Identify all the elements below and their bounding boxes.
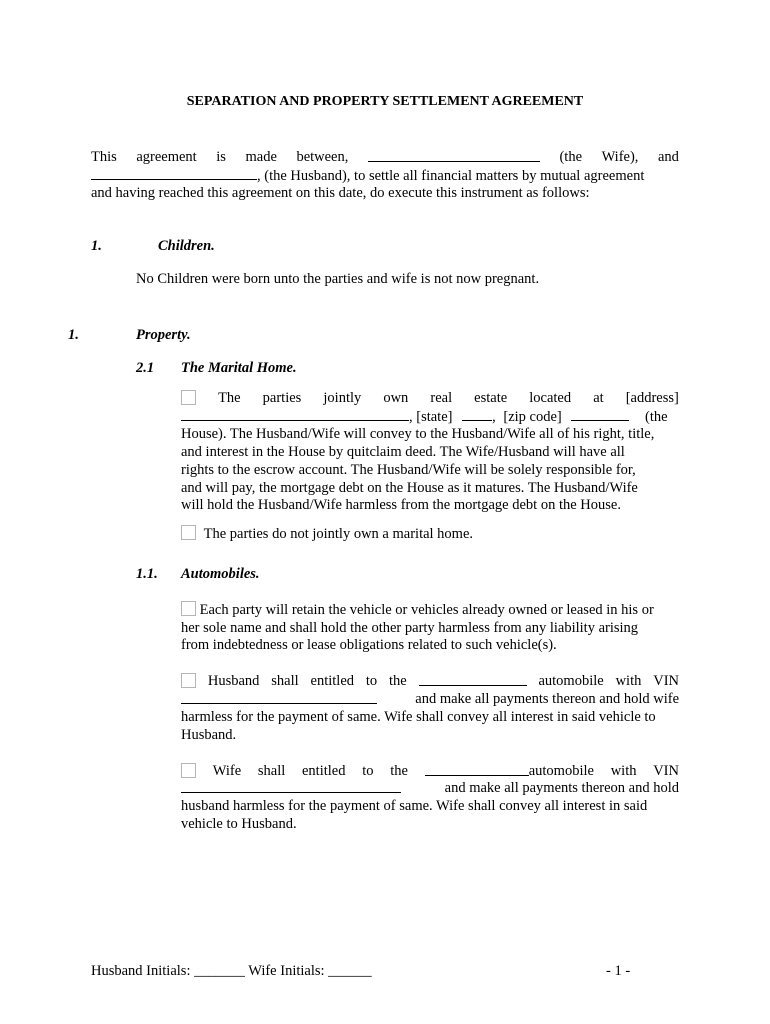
marital-home-opt1-line-6: and will pay, the mortgage debt on the House as it matures. The Husband/Wife	[181, 480, 638, 496]
auto-husband-checkbox[interactable]	[181, 673, 196, 688]
auto-opt2-line-2: and make all payments thereon and hold wife	[181, 690, 679, 708]
page-number: - 1 -	[606, 963, 631, 979]
auto-opt1-line-3: from indebtedness or lease obligations related to such vehicle(s).	[181, 637, 557, 653]
marital-home-opt2: The parties do not jointly own a marital home.	[181, 525, 473, 543]
marital-home-opt1-line-7: will hold the Husband/Wife harmless from the mortgage debt on the House.	[181, 497, 621, 513]
children-heading: Children.	[158, 238, 215, 254]
children-text: No Children were born unto the parties and wife is not now pregnant.	[136, 271, 540, 287]
auto-opt2-line-3: harmless for the payment of same. Wife shall convey all interest in said vehicle to	[181, 709, 656, 725]
marital-home-heading: The Marital Home.	[181, 360, 297, 376]
auto-opt3-line-1: Wife shall entitled to the automobile with VIN	[181, 762, 679, 780]
auto-opt1-line-1: Each party will retain the vehicle or vehicles already owned or leased in his or	[181, 601, 654, 619]
auto-opt2-line-4: Husband.	[181, 727, 237, 743]
zip-blank[interactable]	[571, 407, 629, 421]
marital-home-opt1-line-2: , [state] , [zip code] (the	[181, 407, 679, 426]
wife-name-blank[interactable]	[368, 148, 540, 162]
intro-line-1: This agreement is made between, (the Wife), and	[91, 149, 679, 165]
address-blank[interactable]	[181, 407, 409, 421]
footer-initials: Husband Initials: _______ Wife Initials: ______	[91, 963, 372, 979]
intro-line-2: , (the Husband), to settle all financial matters by mutual agreement	[91, 166, 679, 185]
marital-home-not-own-checkbox[interactable]	[181, 525, 196, 540]
auto-opt3-line-3: husband harmless for the payment of same. Wife shall convey all interest in said	[181, 798, 648, 814]
auto-opt2-line-1: Husband shall entitled to the automobile with VIN	[181, 672, 679, 690]
property-number: 1.	[68, 327, 79, 343]
husband-vin-blank[interactable]	[181, 690, 377, 704]
property-heading: Property.	[136, 327, 191, 343]
auto-opt3-line-4: vehicle to Husband.	[181, 816, 297, 832]
husband-auto-blank[interactable]	[419, 672, 527, 686]
automobiles-heading: Automobiles.	[181, 566, 260, 582]
wife-vin-blank[interactable]	[181, 779, 401, 793]
husband-name-blank[interactable]	[91, 166, 257, 180]
intro-line-3: and having reached this agreement on this date, do execute this instrument as follows:	[91, 185, 590, 201]
automobiles-number: 1.1.	[136, 566, 158, 582]
document-title: SEPARATION AND PROPERTY SETTLEMENT AGREEMENT	[186, 94, 584, 109]
children-number: 1.	[91, 238, 102, 254]
state-blank[interactable]	[462, 407, 492, 421]
wife-auto-blank[interactable]	[425, 762, 529, 776]
marital-home-opt1-line-1: The parties jointly own real estate located at [address]	[181, 389, 679, 407]
auto-wife-checkbox[interactable]	[181, 763, 196, 778]
marital-home-number: 2.1	[136, 360, 155, 376]
auto-retain-checkbox[interactable]	[181, 601, 196, 616]
marital-home-own-checkbox[interactable]	[181, 390, 196, 405]
marital-home-opt1-line-4: and interest in the House by quitclaim deed. The Wife/Husband will have all	[181, 444, 625, 460]
auto-opt1-line-2: her sole name and shall hold the other party harmless from any liability arising	[181, 620, 639, 636]
marital-home-opt1-line-5: rights to the escrow account. The Husband/Wife will be solely responsible for,	[181, 462, 636, 478]
marital-home-opt1-line-3: House). The Husband/Wife will convey to the Husband/Wife all of his right, title,	[181, 426, 655, 442]
auto-opt3-line-2: and make all payments thereon and hold	[181, 779, 679, 797]
